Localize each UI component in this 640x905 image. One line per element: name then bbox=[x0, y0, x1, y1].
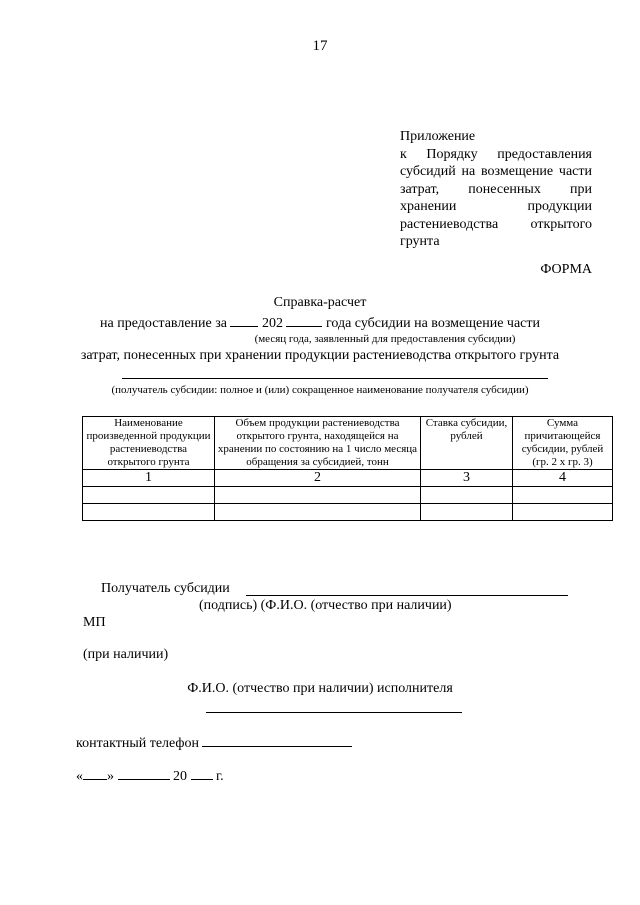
appendix-block bbox=[400, 128, 592, 251]
executor-name-blank[interactable] bbox=[206, 712, 462, 713]
table-cell[interactable] bbox=[215, 504, 421, 521]
period-suffix: года субсидии на возмещение части bbox=[325, 316, 540, 331]
date-quote-close: » bbox=[107, 769, 114, 784]
calculation-table bbox=[82, 416, 613, 521]
column-number-3: 3 bbox=[421, 470, 513, 487]
table-cell[interactable] bbox=[513, 487, 613, 504]
table-cell[interactable] bbox=[513, 504, 613, 521]
date-line bbox=[76, 767, 224, 785]
header-product-name: Наименование произведенной продукции растениеводства открытого грунта bbox=[83, 417, 215, 470]
period-line bbox=[0, 314, 640, 332]
recipient-label: Получатель субсидии bbox=[101, 581, 230, 596]
table-cell[interactable] bbox=[215, 487, 421, 504]
phone-line bbox=[76, 734, 352, 752]
period-year: 202 bbox=[261, 316, 283, 331]
period-prefix: на предоставление за bbox=[100, 316, 227, 331]
table-cell[interactable] bbox=[83, 487, 215, 504]
date-suffix: г. bbox=[216, 769, 224, 784]
table-cell[interactable] bbox=[421, 487, 513, 504]
appendix-title: Приложение bbox=[400, 129, 476, 144]
appendix-text: к Порядку предоставления субсидий на возмещение части затрат, понесенных при хранении продукции растениеводства открытого грунта bbox=[400, 146, 592, 249]
table-number-row bbox=[83, 470, 613, 487]
day-blank[interactable] bbox=[83, 767, 107, 780]
table-header-row bbox=[83, 417, 613, 470]
table-cell[interactable] bbox=[421, 504, 513, 521]
costs-line: затрат, понесенных при хранении продукции растениеводства открытого грунта bbox=[80, 348, 560, 363]
recipient-signature-note: (подпись) (Ф.И.О. (отчество при наличии) bbox=[199, 598, 452, 613]
recipient-name-blank[interactable] bbox=[122, 378, 548, 379]
month-blank[interactable] bbox=[230, 314, 258, 327]
period-note: (месяц года, заявленный для предоставления субсидии) bbox=[254, 333, 516, 345]
date-year-prefix: 20 bbox=[173, 769, 187, 784]
form-label: ФОРМА bbox=[540, 262, 592, 277]
table-cell[interactable] bbox=[83, 504, 215, 521]
header-amount: Сумма причитающейся субсидии, рублей (гр. 2 х гр. 3) bbox=[513, 417, 613, 470]
table-row bbox=[83, 487, 613, 504]
recipient-note: (получатель субсидии: полное и (или) сокращенное наименование получателя субсидии) bbox=[111, 384, 529, 396]
executor-label: Ф.И.О. (отчество при наличии) исполнителя bbox=[187, 681, 453, 696]
column-number-2: 2 bbox=[215, 470, 421, 487]
table-row bbox=[83, 504, 613, 521]
phone-label: контактный телефон bbox=[76, 736, 199, 751]
recipient-signature-blank[interactable] bbox=[246, 595, 568, 596]
document-title: Справка-расчет bbox=[273, 295, 367, 310]
date-year-blank[interactable] bbox=[191, 767, 213, 780]
year-blank[interactable] bbox=[286, 314, 322, 327]
column-number-4: 4 bbox=[513, 470, 613, 487]
month-name-blank[interactable] bbox=[118, 767, 170, 780]
date-quote-open: « bbox=[76, 769, 83, 784]
phone-blank[interactable] bbox=[202, 734, 352, 747]
seal-label: МП bbox=[83, 615, 106, 630]
header-rate: Ставка субсидии, рублей bbox=[421, 417, 513, 470]
header-volume: Объем продукции растениеводства открытого грунта, находящейся на хранении по состоянию на 1 число месяца обращения за субсидией, тонн bbox=[215, 417, 421, 470]
column-number-1: 1 bbox=[83, 470, 215, 487]
page-number: 17 bbox=[312, 38, 328, 54]
seal-if-any: (при наличии) bbox=[83, 647, 169, 662]
